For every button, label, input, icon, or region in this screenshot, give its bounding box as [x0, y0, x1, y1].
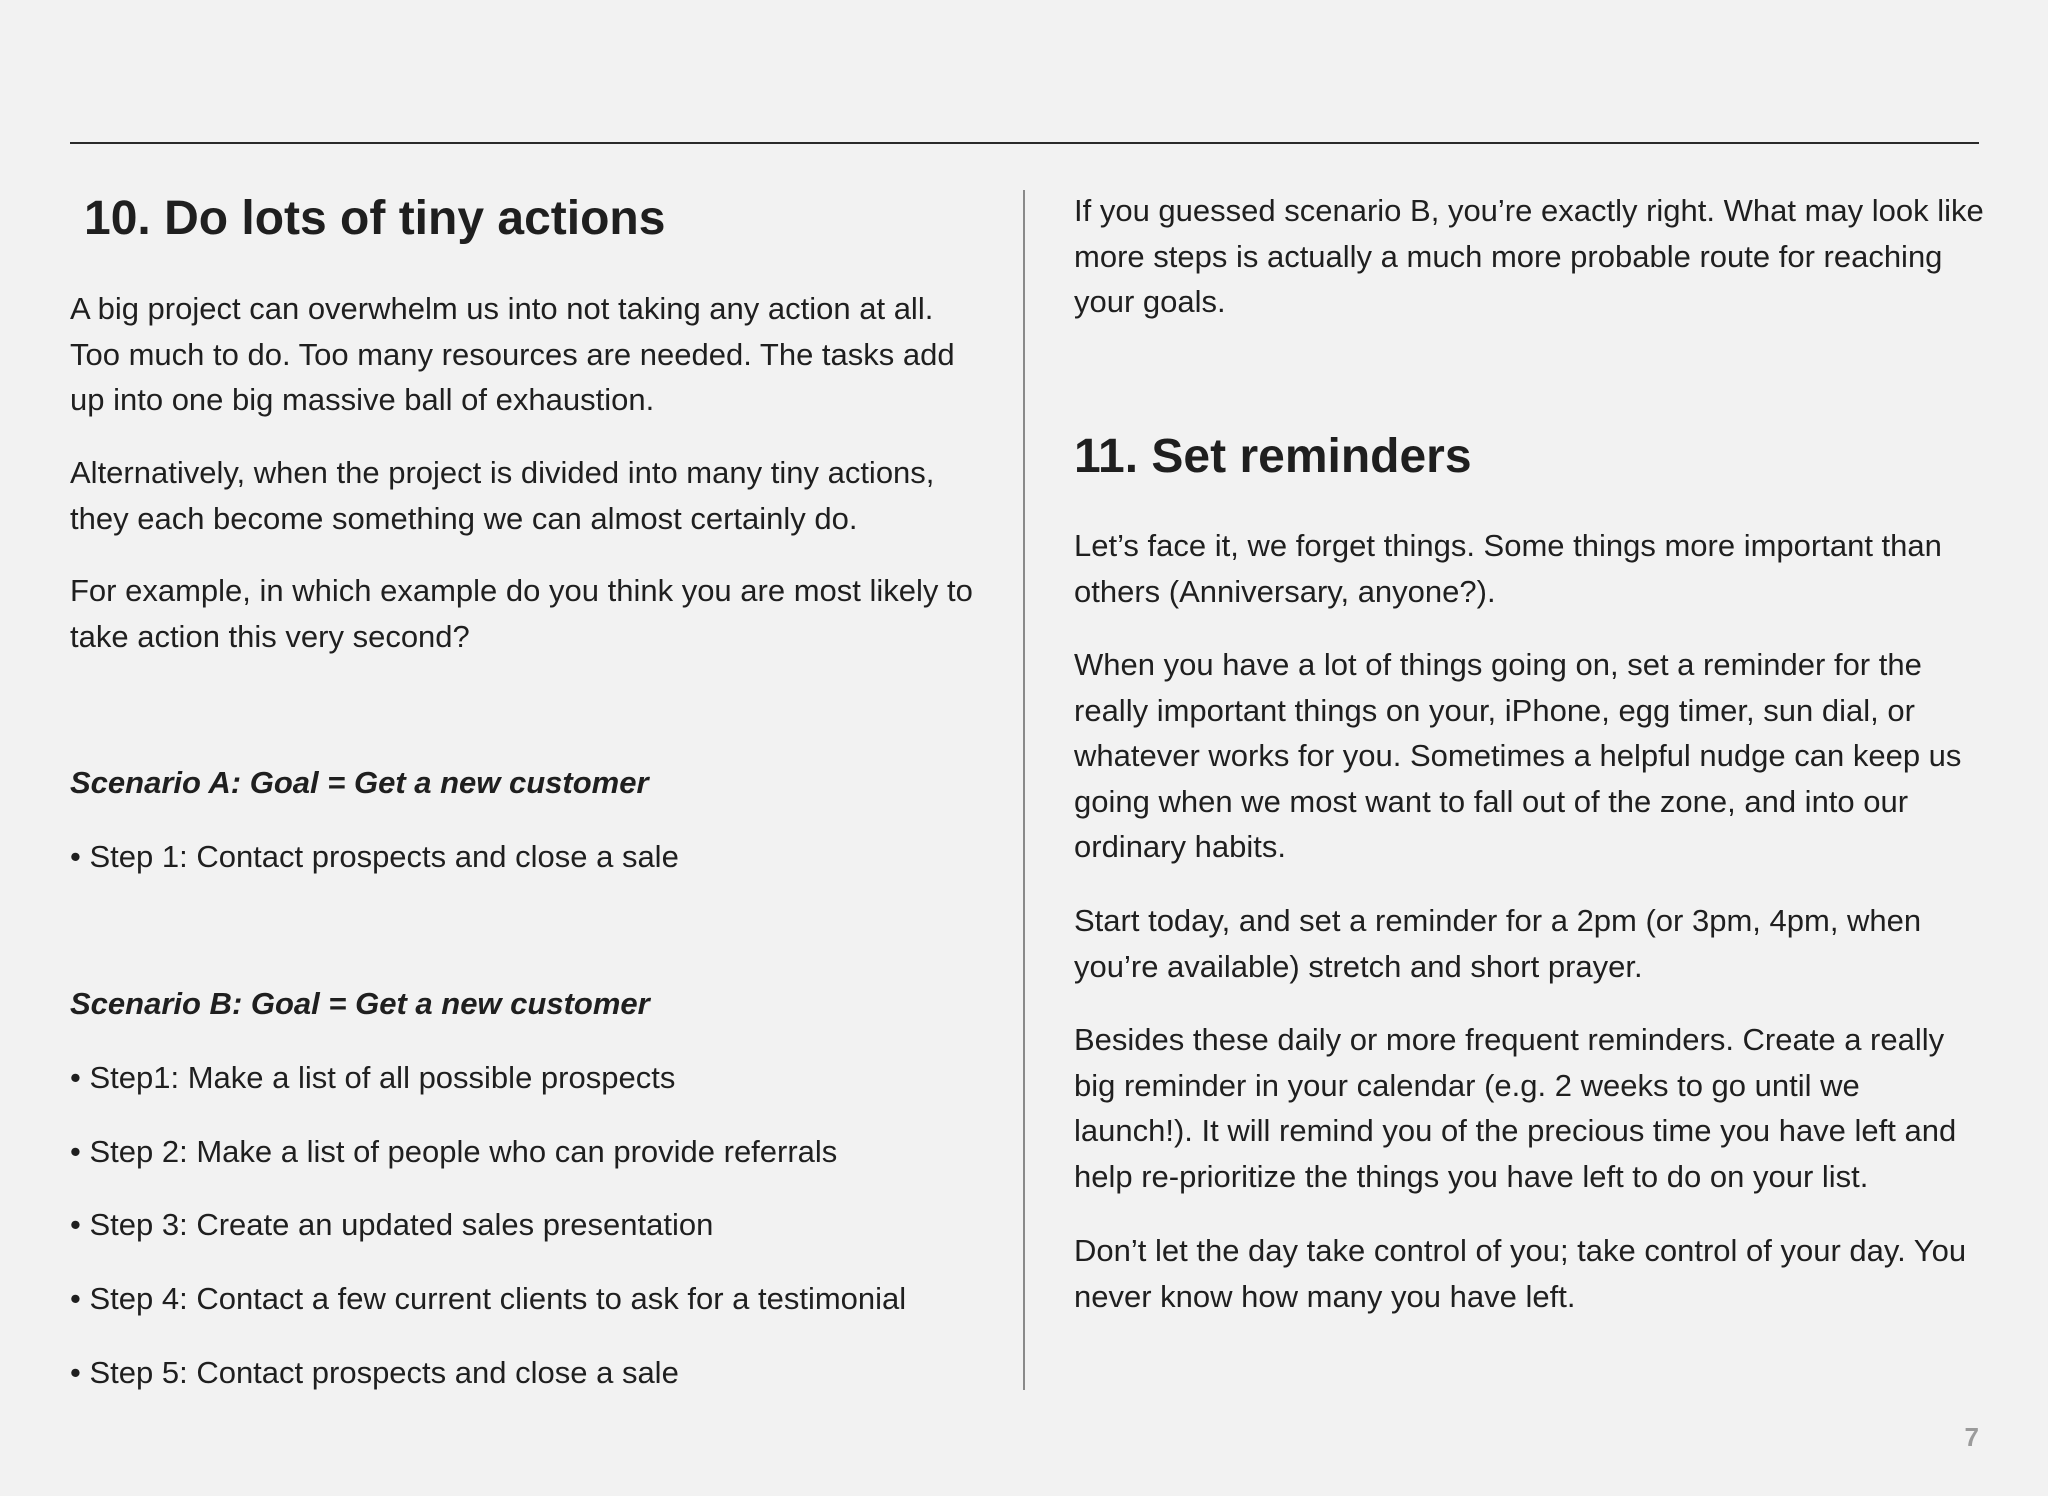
right-paragraph-2: When you have a lot of things going on, set a reminder for the really important things on your, iPhone, egg timer, sun dial, or whatever works for you. Sometimes a helpful nudge can keep us going when we most want to fall out of the zone, and into our ordinary habits. [1074, 647, 1962, 864]
scenario-b-step-1: • Step1: Make a list of all possible prospects [70, 1060, 676, 1095]
scenario-b-title: Scenario B: Goal = Get a new customer [70, 986, 650, 1021]
scenario-b-step-2: • Step 2: Make a list of people who can provide referrals [70, 1134, 838, 1169]
scenario-a-step-1: • Step 1: Contact prospects and close a sale [70, 839, 679, 874]
scenario-b-step-5: • Step 5: Contact prospects and close a sale [70, 1355, 679, 1390]
right-paragraph-3: Start today, and set a reminder for a 2pm (or 3pm, 4pm, when you’re available) stretch and short prayer. [1074, 903, 1922, 984]
right-intro-paragraph: If you guessed scenario B, you’re exactly right. What may look like more steps is actually a much more probable route for reaching your goals. [1074, 193, 1984, 319]
left-paragraph-3: For example, in which example do you think you are most likely to take action this very second? [70, 573, 973, 654]
scenario-b-step-4: • Step 4: Contact a few current clients to ask for a testimonial [70, 1281, 907, 1316]
left-paragraph-1: A big project can overwhelm us into not taking any action at all. Too much to do. Too many resources are needed. The tasks add up into one big massive ball of exhaustion. [70, 291, 955, 417]
section-10-heading: 10. Do lots of tiny actions [84, 192, 666, 245]
scenario-a-title: Scenario A: Goal = Get a new customer [70, 765, 649, 800]
column-divider [1023, 190, 1025, 1390]
scenario-b-step-3: • Step 3: Create an updated sales presentation [70, 1207, 714, 1242]
page-number: 7 [1964, 1422, 1979, 1452]
section-11-heading: 11. Set reminders [1074, 430, 1472, 483]
right-paragraph-5: Don’t let the day take control of you; take control of your day. You never know how many you have left. [1074, 1233, 1967, 1314]
right-paragraph-4: Besides these daily or more frequent reminders. Create a really big reminder in your calendar (e.g. 2 weeks to go until we launch!). It will remind you of the precious time you have left and help re-prioritize the things you have left to do on your list. [1074, 1022, 1957, 1194]
top-divider-rule [70, 142, 1979, 144]
left-paragraph-2: Alternatively, when the project is divided into many tiny actions, they each become something we can almost certainly do. [70, 455, 935, 536]
right-paragraph-1: Let’s face it, we forget things. Some things more important than others (Anniversary, anyone?). [1074, 528, 1942, 609]
